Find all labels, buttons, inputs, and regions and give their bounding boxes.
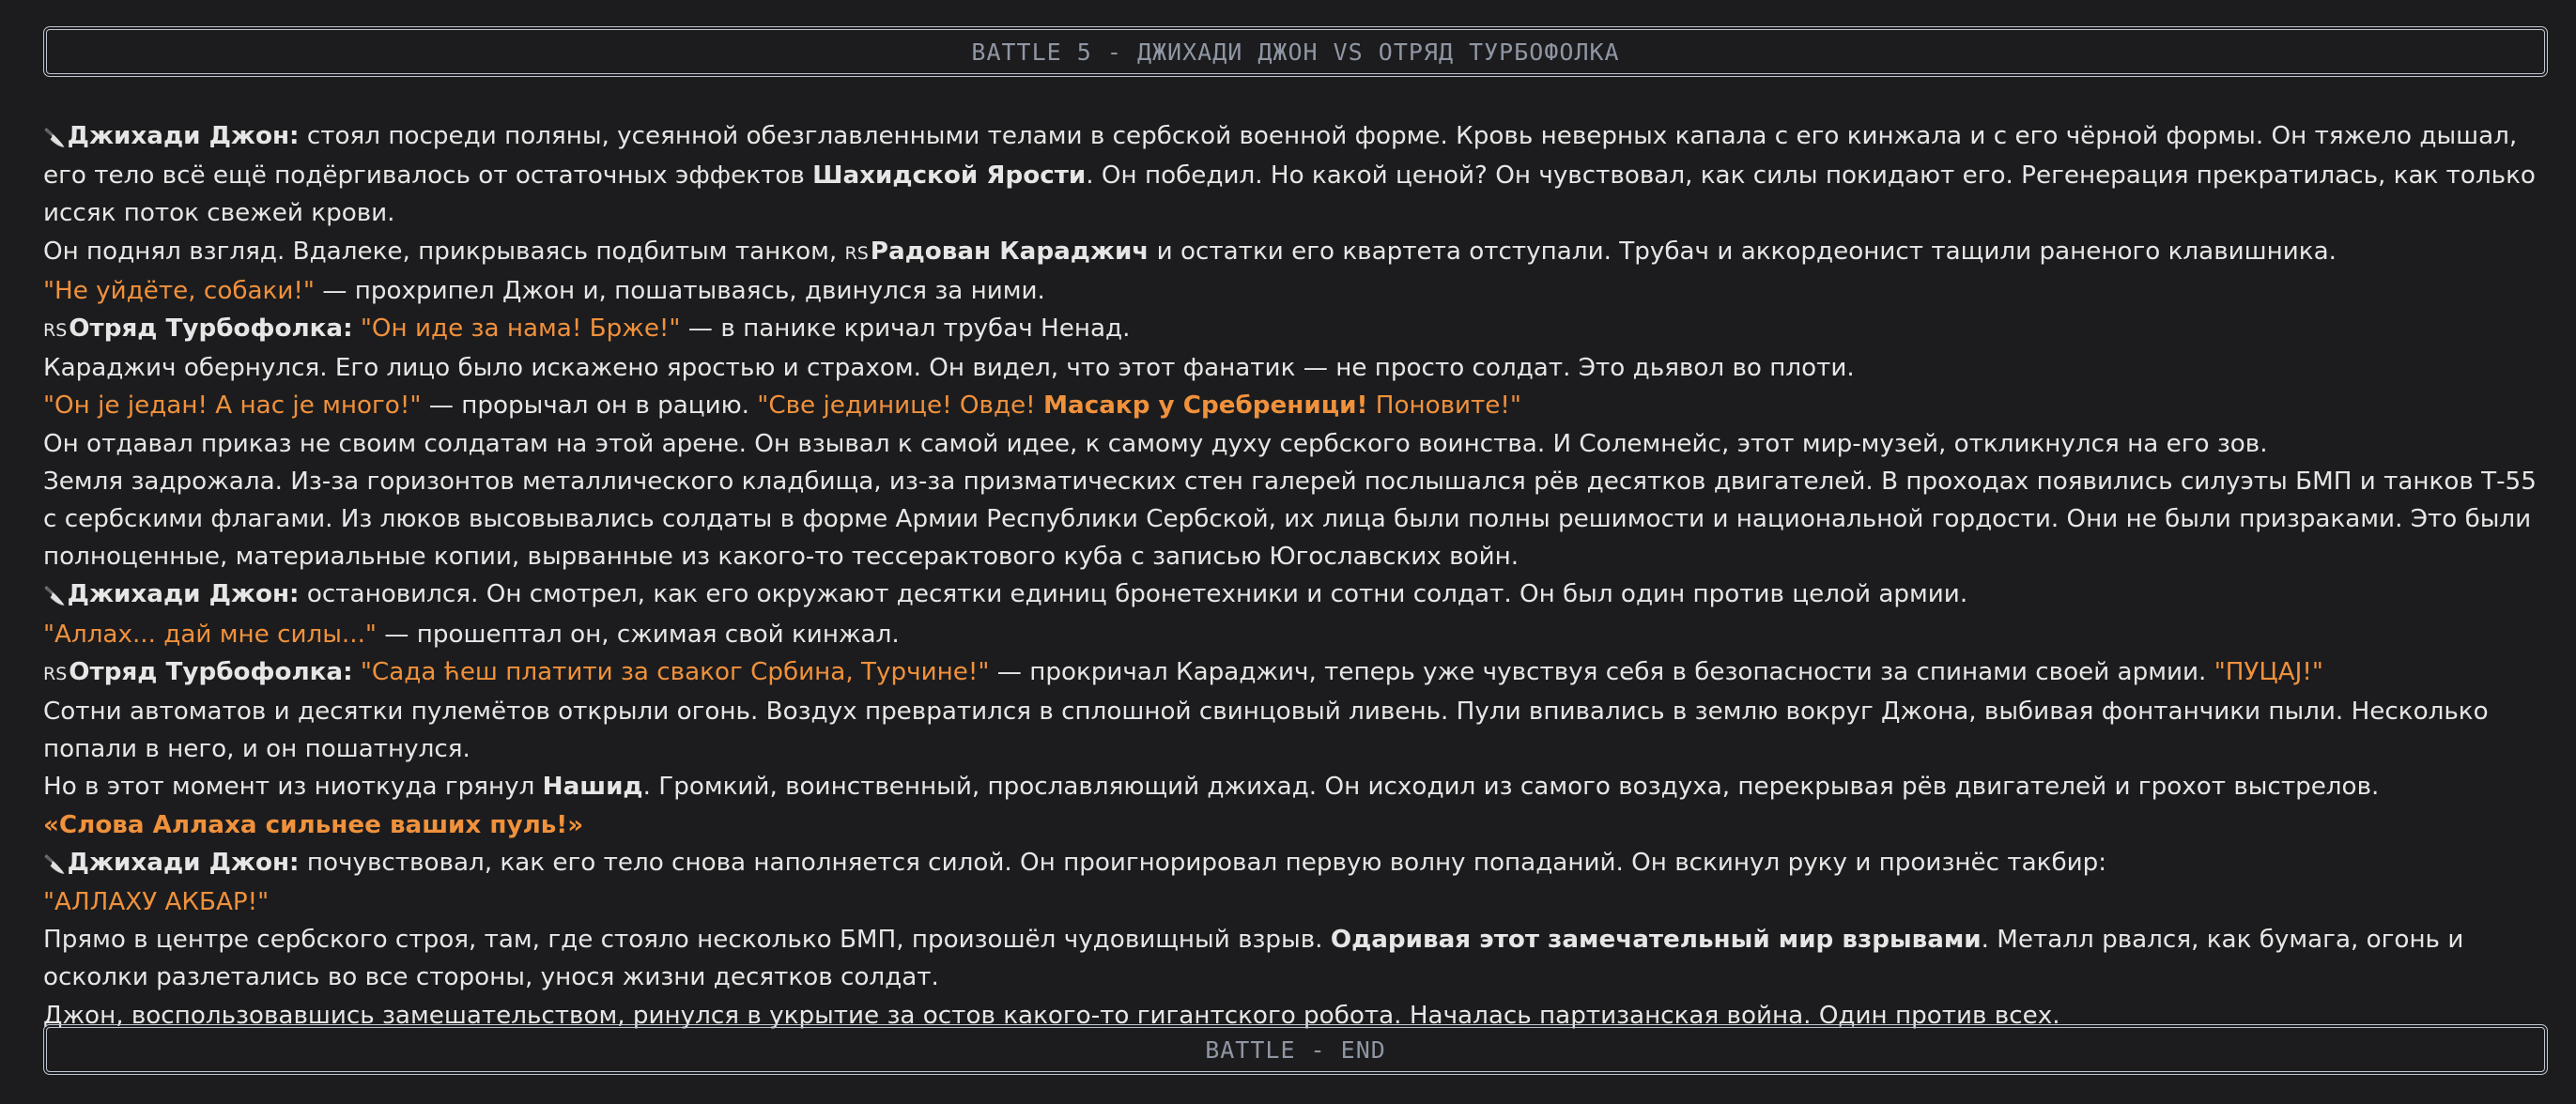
knife-icon: 🔪 bbox=[43, 853, 66, 875]
paragraph-text: Он поднял взгляд. Вдалеке, прикрываясь подбитым танком, bbox=[43, 237, 845, 266]
paragraph-text: — прошептал он, сжимая свой кинжал. bbox=[376, 620, 900, 649]
paragraph-text: почувствовал, как его тело снова наполняется силой. Он проигнорировал первую волну попаданий. Он вскинул руку и произнёс такбир: bbox=[299, 848, 2107, 877]
paragraph-9 bbox=[43, 575, 2549, 615]
paragraph-10 bbox=[43, 616, 2549, 653]
dialogue-quote-bold: «Слова Аллаха сильнее ваших пуль!» bbox=[43, 810, 584, 839]
speaker-name: Отряд Турбофолка: bbox=[69, 657, 353, 686]
paragraph-text: стоял посреди поляны, усеянной обезглавленными телами в сербской военной форме. Кровь неверных капала с его кинжала и с его чёрной формы. Он тяжело дышал, его тело всё ещё подёргивалось от остаточных эффектов bbox=[43, 122, 2518, 191]
bold-phrase: Одаривая этот замечательный мир взрывами bbox=[1330, 926, 1982, 955]
paragraph-text: Джон, воспользовавшись замешательством, ринулся в укрытие за остов какого-то гигантского робота. Началась партизанская война. Один против всех. bbox=[43, 1001, 2060, 1030]
dialogue-quote: Поновите!" bbox=[1367, 391, 1521, 421]
paragraph-8 bbox=[43, 463, 2549, 576]
paragraph-16 bbox=[43, 883, 2549, 921]
speaker-name: Джихади Джон: bbox=[67, 122, 300, 150]
paragraph-12 bbox=[43, 693, 2549, 768]
paragraph-text: . Громкий, воинственный, прославляющий джихад. Он исходил из самого воздуха, перекрывая рёв двигателей и грохот выстрелов. bbox=[642, 773, 2380, 802]
battle-end-title: BATTLE - END bbox=[1205, 1035, 1386, 1064]
dialogue-quote: "Не уйдёте, собаки!" bbox=[43, 276, 315, 305]
paragraph-13 bbox=[43, 768, 2549, 805]
paragraph-text: Прямо в центре сербского строя, там, где стояло несколько БМП, произошёл чудовищный взрыв. bbox=[43, 926, 1331, 955]
paragraph-text: — в панике кричал трубач Ненад. bbox=[680, 314, 1131, 344]
paragraph-1 bbox=[43, 117, 2549, 233]
knife-icon: 🔪 bbox=[43, 586, 66, 607]
paragraph-text: Сотни автоматов и десятки пулемётов открыли огонь. Воздух превратился в сплошной свинцовый ливень. Пули впивались в землю вокруг Джона, выбивая фонтанчики пыли. Несколько попали в него, и он пошатнулся. bbox=[43, 698, 2489, 764]
paragraph-text: остановился. Он смотрел, как его окружают десятки единиц бронетехники и сотни солдат. Он был один против целой армии. bbox=[299, 580, 1968, 609]
paragraph-text: Но в этот момент из ниоткуда грянул bbox=[43, 773, 543, 802]
battle-header bbox=[43, 26, 2548, 77]
speaker-name: Джихади Джон: bbox=[67, 580, 300, 609]
paragraph-2 bbox=[43, 233, 2549, 272]
paragraph-text: . Он победил. Но какой ценой? Он чувствовал, как силы покидают его. Регенерация прекратилась, как только иссяк поток свежей крови. bbox=[43, 161, 2536, 228]
serbia-flag-icon: RS bbox=[844, 242, 869, 264]
speaker-name: Отряд Турбофолка: bbox=[69, 314, 353, 344]
bold-phrase: Радован Караджич bbox=[870, 237, 1149, 266]
paragraph-text: . Металл рвался, как бумага, огонь и осколки разлетались во все стороны, унося жизни десятков солдат. bbox=[43, 926, 2464, 992]
paragraph-7 bbox=[43, 425, 2549, 463]
dialogue-quote: "Он је један! А нас је много!" bbox=[43, 391, 422, 421]
paragraph-text: Караджич обернулся. Его лицо было искажено яростью и страхом. Он видел, что этот фанатик — не просто солдат. Это дьявол во плоти. bbox=[43, 354, 1855, 383]
paragraph-text: — прохрипел Джон и, пошатываясь, двинулся за ними. bbox=[314, 276, 1045, 305]
paragraph-6 bbox=[43, 387, 2549, 424]
paragraph-17 bbox=[43, 921, 2549, 996]
dialogue-quote: "Све јединице! Овде! bbox=[757, 391, 1043, 421]
serbia-flag-icon: RS bbox=[43, 320, 68, 342]
battle-title: BATTLE 5 - ДЖИХАДИ ДЖОН VS ОТРЯД ТУРБОФОЛКА bbox=[971, 38, 1620, 66]
paragraph-text: — прорычал он в рацию. bbox=[421, 391, 758, 421]
dialogue-quote-bold: Масакр у Сребреници! bbox=[1043, 391, 1368, 421]
bold-phrase: Нашид bbox=[542, 773, 643, 802]
dialogue-quote: "АЛЛАХУ АКБАР!" bbox=[43, 888, 270, 917]
dialogue-quote: "Сада ћеш платити за сваког Србина, Турчине!" bbox=[352, 657, 990, 686]
paragraph-3 bbox=[43, 272, 2549, 310]
dialogue-quote: "Аллах... дай мне силы..." bbox=[43, 620, 377, 649]
paragraph-11 bbox=[43, 653, 2549, 693]
speaker-name: Джихади Джон: bbox=[67, 848, 300, 877]
paragraph-5 bbox=[43, 349, 2549, 387]
paragraph-4 bbox=[43, 310, 2549, 349]
paragraph-text: и остатки его квартета отступали. Трубач и аккордеонист тащили раненого клавишника. bbox=[1149, 237, 2337, 266]
dialogue-quote: "Он иде за нама! Бржe!" bbox=[352, 314, 681, 344]
serbia-flag-icon: RS bbox=[43, 663, 68, 684]
bold-phrase: Шахидской Ярости bbox=[812, 161, 1087, 191]
story-text bbox=[43, 117, 2549, 1035]
paragraph-15 bbox=[43, 844, 2549, 883]
paragraph-text: Он отдавал приказ не своим солдатам на этой арене. Он взывал к самой идее, к самому духу сербского воинства. И Солемнейс, этот мир-музей, откликнулся на его зов. bbox=[43, 429, 2268, 458]
battle-footer bbox=[43, 1024, 2548, 1075]
knife-icon: 🔪 bbox=[43, 128, 66, 148]
paragraph-text: — прокричал Караджич, теперь уже чувствуя себя в безопасности за спинами своей армии. bbox=[989, 657, 2214, 686]
paragraph-14 bbox=[43, 806, 2549, 844]
dialogue-quote: "ПУЦАЈ!" bbox=[2214, 657, 2323, 686]
paragraph-text: Земля задрожала. Из-за горизонтов металлического кладбища, из-за призматических стен галерей послышался рёв десятков двигателей. В проходах появились силуэты БМП и танков Т-55 с сербскими флагами. Из люков высовывались солдаты в форме Армии Республики Сербской, их лица были полны решимости и национальной гордости. Они не были призраками. Это были полноценные, материальные копии, вырванные из какого-то тессерактового куба с записью Югославских войн. bbox=[43, 467, 2537, 572]
